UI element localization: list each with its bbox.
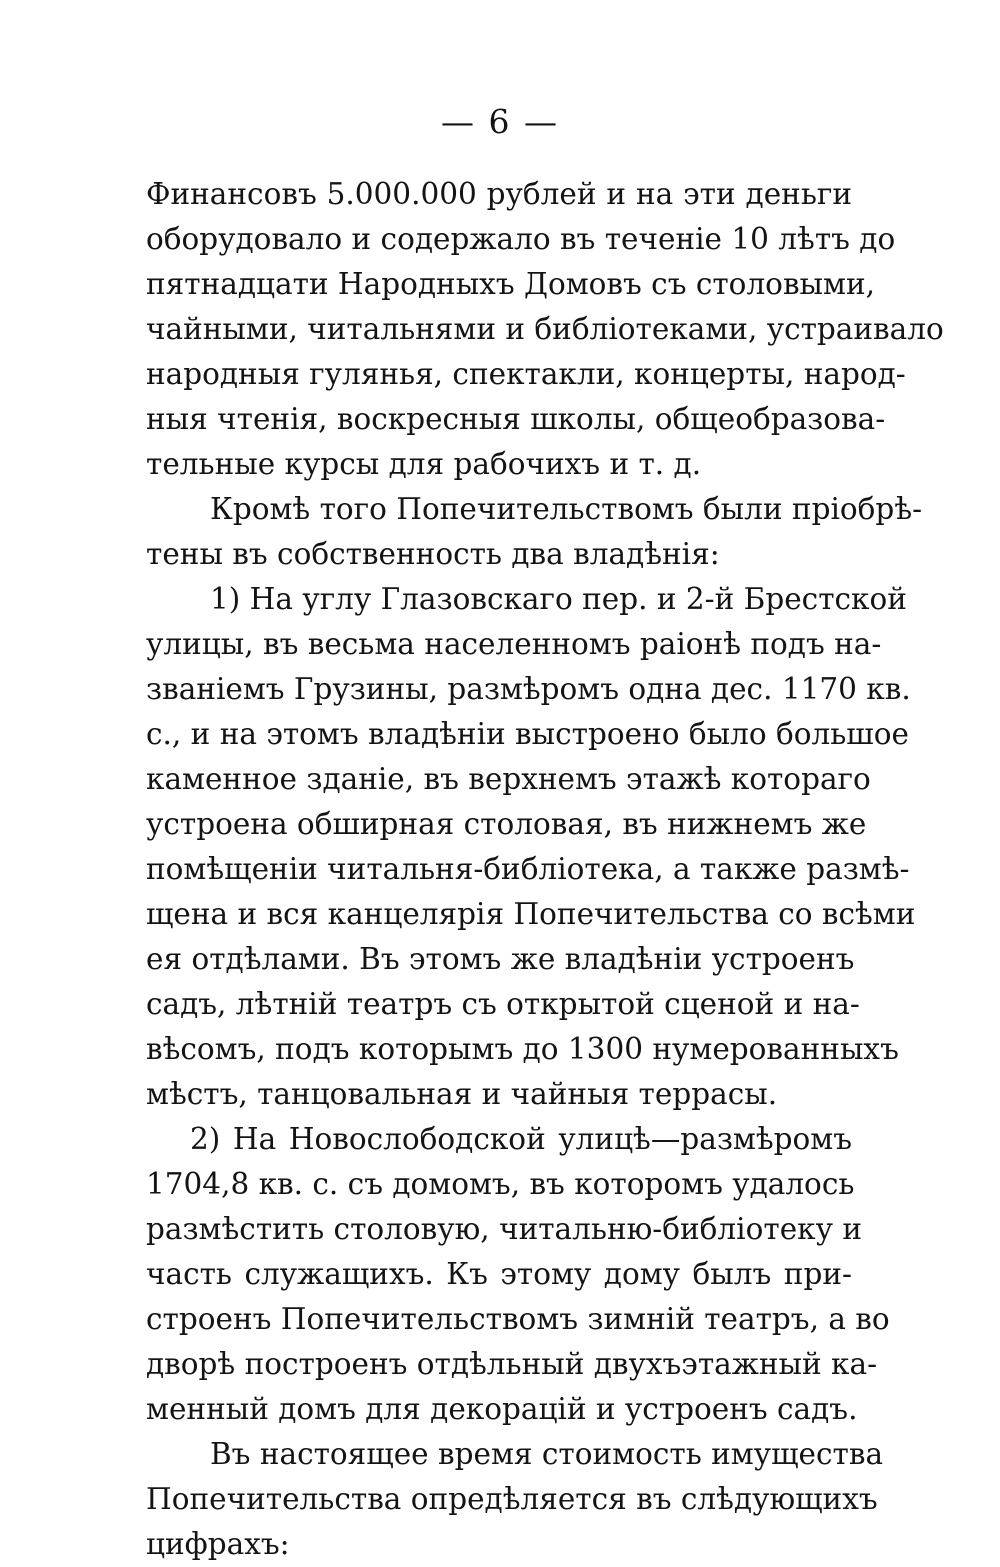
text-line: чайными, читальнями и библіотеками, устраивало [146, 312, 944, 346]
text-line: помѣщеніи читальня-библіотека, а также размѣ- [146, 852, 910, 886]
text-line: с., и на этомъ владѣніи выстроено было большое [146, 717, 909, 751]
text-line: 2) На Новослободской улицѣ—размѣромъ [190, 1122, 852, 1156]
text-line: тены въ собственность два владѣнія: [146, 537, 720, 571]
body-text [146, 172, 944, 1567]
text-line: 1704,8 кв. с. съ домомъ, въ которомъ удалось [146, 1167, 855, 1201]
text-line: оборудовало и содержало въ теченіе 10 лѣтъ до [146, 222, 896, 256]
text-line: щена и вся канцелярія Попечительства со всѣми [146, 897, 916, 931]
text-line: устроена обширная столовая, въ нижнемъ же [146, 807, 867, 841]
text-line: Финансовъ 5.000.000 рублей и на эти деньги [146, 177, 852, 211]
text-line: дворѣ построенъ отдѣльный двухъэтажный ка- [146, 1347, 878, 1381]
text-line: Въ настоящее время стоимость имущества [210, 1437, 884, 1471]
page-number: — 6 — [441, 102, 559, 141]
text-line: Попечительства опредѣляется въ слѣдующихъ [146, 1482, 878, 1516]
text-line: ныя чтенія, воскресныя школы, общеобразова- [146, 402, 886, 436]
text-line: часть служащихъ. Къ этому дому былъ при- [146, 1257, 852, 1291]
text-line: улицы, въ весьма населенномъ раіонѣ подъ на- [146, 627, 882, 661]
text-line: ея отдѣлами. Въ этомъ же владѣніи устроенъ [146, 942, 855, 976]
text-line: менный домъ для декорацій и устроенъ садъ. [146, 1392, 858, 1426]
text-line: Кромѣ того Попечительствомъ были пріобрѣ- [210, 492, 923, 526]
text-line: строенъ Попечительствомъ зимній театръ, а во [146, 1302, 890, 1336]
text-line: цифрахъ: [146, 1527, 290, 1561]
text-line: званіемъ Грузины, размѣромъ одна дес. 1170 кв. [146, 672, 911, 706]
text-line: народныя гулянья, спектакли, концерты, народ- [146, 357, 906, 391]
text-line: 1) На углу Глазовскаго пер. и 2-й Брестской [210, 582, 907, 616]
text-line: пятнадцати Народныхъ Домовъ съ столовыми, [146, 267, 876, 301]
text-line: садъ, лѣтній театръ съ открытой сценой и на- [146, 987, 860, 1021]
text-line: вѣсомъ, подъ которымъ до 1300 нумерованныхъ [146, 1032, 899, 1066]
text-line: тельные курсы для рабочихъ и т. д. [146, 447, 702, 481]
text-line: мѣстъ, танцовальная и чайныя террасы. [146, 1077, 778, 1111]
text-line: размѣстить столовую, читальню-библіотеку и [146, 1212, 862, 1246]
text-line: каменное зданіе, въ верхнемъ этажѣ котораго [146, 762, 871, 796]
